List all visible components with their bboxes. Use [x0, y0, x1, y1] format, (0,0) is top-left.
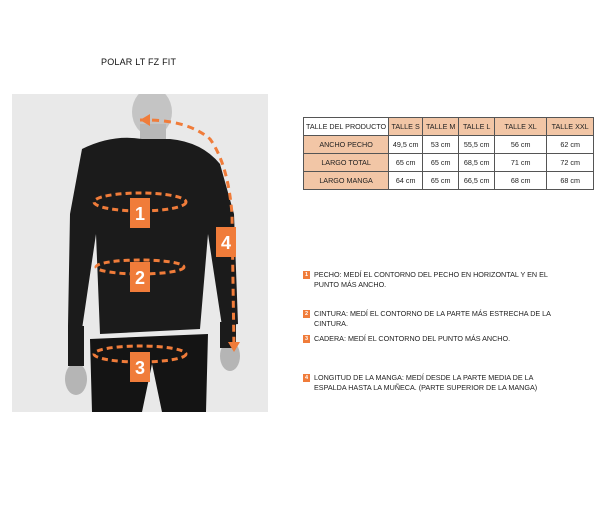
- row-label-chest: ANCHO PECHO: [304, 136, 389, 154]
- marker-1-label: 1: [134, 204, 146, 224]
- table-cell: 65 cm: [423, 172, 459, 190]
- legend-badge: 4: [304, 375, 309, 381]
- table-cell: 53 cm: [423, 136, 459, 154]
- legend-item-sleeve: [303, 373, 551, 393]
- table-cell: 68 cm: [495, 172, 547, 190]
- table-cell: 68 cm: [547, 172, 594, 190]
- legend-text: CADERA: MEDÍ EL CONTORNO DEL PUNTO MÁS ANCHO.: [314, 334, 511, 343]
- size-header-xl: TALLE XL: [495, 118, 547, 136]
- product-title: POLAR LT FZ FIT: [101, 57, 177, 67]
- table-cell: 72 cm: [547, 154, 594, 172]
- legend-text: CINTURA: MEDÍ EL CONTORNO DE LA PARTE MÁS ESTRECHA DE LA CINTURA.: [314, 309, 551, 328]
- legend-text: PECHO: MEDÍ EL CONTORNO DEL PECHO EN HORIZONTAL Y EN EL PUNTO MÁS ANCHO.: [314, 270, 548, 289]
- table-cell: 49,5 cm: [389, 136, 423, 154]
- model-illustration: [12, 94, 268, 412]
- table-cell: 65 cm: [389, 154, 423, 172]
- size-header-m: TALLE M: [423, 118, 459, 136]
- legend-text: LONGITUD DE LA MANGA: MEDÍ DESDE LA PARTE MEDIA DE LA ESPALDA HASTA LA MUÑECA. (PARTE SUPERIOR DE LA MANGA): [314, 373, 538, 392]
- table-cell: 65 cm: [423, 154, 459, 172]
- size-header-xxl: TALLE XXL: [547, 118, 594, 136]
- table-cell: 62 cm: [547, 136, 594, 154]
- legend-badge: 3: [304, 336, 309, 342]
- size-header-s: TALLE S: [389, 118, 423, 136]
- size-table: [303, 117, 594, 190]
- model-photo: [12, 94, 268, 412]
- table-cell: 66,5 cm: [459, 172, 495, 190]
- legend-badge: 2: [304, 311, 309, 317]
- table-cell: 71 cm: [495, 154, 547, 172]
- legend-item-hip: [303, 334, 551, 344]
- row-label-sleeve-length: LARGO MANGA: [304, 172, 389, 190]
- row-label-total-length: LARGO TOTAL: [304, 154, 389, 172]
- marker-2-label: 2: [134, 268, 146, 288]
- table-cell: 56 cm: [495, 136, 547, 154]
- legend-badge: 1: [304, 272, 309, 278]
- table-cell: 68,5 cm: [459, 154, 495, 172]
- table-row: [304, 172, 594, 190]
- marker-4-label: 4: [220, 233, 232, 253]
- model-left-hand: [65, 363, 87, 395]
- table-cell: 55,5 cm: [459, 136, 495, 154]
- marker-3-label: 3: [134, 358, 146, 378]
- size-header-l: TALLE L: [459, 118, 495, 136]
- table-row: [304, 154, 594, 172]
- legend-item-chest: [303, 270, 551, 290]
- size-table-corner: TALLE DEL PRODUCTO: [304, 118, 389, 136]
- size-table-header-row: [304, 118, 594, 136]
- table-row: [304, 136, 594, 154]
- table-cell: 64 cm: [389, 172, 423, 190]
- legend-item-waist: [303, 309, 551, 329]
